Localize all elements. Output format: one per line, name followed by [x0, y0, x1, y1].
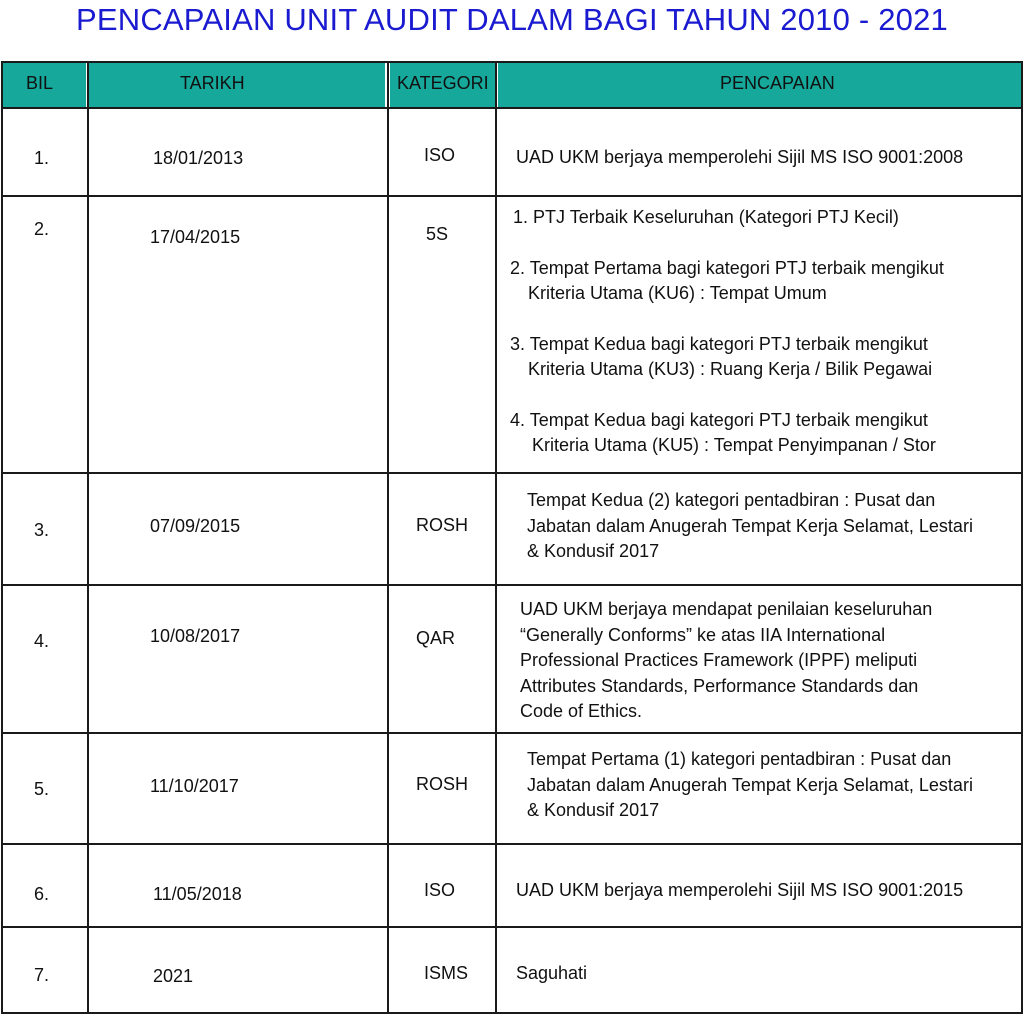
page-title: PENCAPAIAN UNIT AUDIT DALAM BAGI TAHUN 2010 - 2021 — [76, 2, 948, 37]
row-divider — [2, 843, 1022, 845]
pencapaian-line: & Kondusif 2017 — [527, 800, 660, 820]
table-border-top — [2, 61, 1022, 63]
pencapaian-line: “Generally Conforms” ke atas IIA International — [520, 624, 886, 645]
pencapaian-line: Kriteria Utama (KU5) : Tempat Penyimpanan / Stor — [532, 435, 936, 455]
cell-pencapaian — [527, 747, 973, 824]
cell-kategori: ISO — [424, 145, 456, 165]
cell-bil: 4. — [34, 631, 50, 651]
pencapaian-line: 1. PTJ Terbaik Keseluruhan (Kategori PTJ Kecil) — [513, 207, 899, 227]
cell-tarikh: 11/10/2017 — [150, 776, 239, 796]
column-divider — [387, 61, 389, 1014]
cell-tarikh: 2021 — [153, 966, 194, 986]
cell-kategori: ROSH — [416, 774, 469, 794]
row-divider — [2, 732, 1022, 734]
cell-bil: 7. — [34, 965, 50, 985]
cell-pencapaian — [527, 488, 973, 565]
cell-kategori: ISO — [424, 880, 456, 900]
row-divider — [2, 584, 1022, 586]
cell-tarikh: 11/05/2018 — [153, 884, 242, 904]
cell-bil: 6. — [34, 884, 50, 904]
cell-tarikh: 17/04/2015 — [150, 227, 241, 247]
cell-bil: 2. — [34, 219, 50, 239]
cell-pencapaian — [516, 961, 587, 987]
cell-pencapaian — [516, 145, 963, 171]
pencapaian-line: 4. Tempat Kedua bagi kategori PTJ terbaik mengikut — [510, 409, 928, 430]
cell-tarikh: 18/01/2013 — [153, 148, 244, 168]
pencapaian-line: Jabatan dalam Anugerah Tempat Kerja Selamat, Lestari — [527, 515, 973, 536]
header-pencapaian: PENCAPAIAN — [720, 73, 835, 93]
cell-pencapaian — [520, 597, 932, 725]
header-kategori: KATEGORI — [397, 73, 489, 93]
cell-tarikh: 10/08/2017 — [150, 626, 241, 646]
cell-bil: 3. — [34, 520, 50, 540]
row-divider — [2, 472, 1022, 474]
cell-kategori: 5S — [426, 224, 449, 244]
table-border-right — [1021, 61, 1023, 1014]
cell-bil: 1. — [34, 148, 50, 168]
header-bil: BIL — [26, 73, 54, 93]
header-tarikh: TARIKH — [180, 73, 245, 93]
table-border-bottom — [2, 1012, 1022, 1014]
column-divider — [495, 61, 497, 1014]
pencapaian-line: Tempat Kedua (2) kategori pentadbiran : Pusat dan — [527, 490, 936, 510]
cell-kategori: QAR — [416, 628, 456, 648]
table-border-left — [1, 61, 3, 1014]
pencapaian-line: Code of Ethics. — [520, 701, 643, 721]
pencapaian-line: Kriteria Utama (KU6) : Tempat Umum — [528, 283, 827, 303]
cell-tarikh: 07/09/2015 — [150, 516, 241, 536]
cell-pencapaian — [516, 878, 963, 904]
pencapaian-line: Jabatan dalam Anugerah Tempat Kerja Selamat, Lestari — [527, 774, 973, 795]
row-divider — [2, 926, 1022, 928]
pencapaian-line: & Kondusif 2017 — [527, 541, 660, 561]
pencapaian-line: Professional Practices Framework (IPPF) meliputi — [520, 650, 918, 670]
header-divider — [2, 107, 1022, 109]
column-divider — [87, 61, 89, 1014]
cell-kategori: ISMS — [424, 963, 469, 983]
pencapaian-line: UAD UKM berjaya memperolehi Sijil MS ISO 9001:2008 — [516, 147, 964, 167]
cell-kategori: ROSH — [416, 515, 469, 535]
cell-pencapaian — [510, 205, 944, 459]
pencapaian-line: 2. Tempat Pertama bagi kategori PTJ terbaik mengikut — [510, 257, 944, 278]
pencapaian-line: Attributes Standards, Performance Standards dan — [520, 675, 919, 696]
pencapaian-line: UAD UKM berjaya memperolehi Sijil MS ISO 9001:2015 — [516, 880, 964, 900]
pencapaian-line: Saguhati — [516, 963, 588, 983]
pencapaian-line: UAD UKM berjaya mendapat penilaian keseluruhan — [520, 599, 933, 619]
pencapaian-line: Kriteria Utama (KU3) : Ruang Kerja / Bilik Pegawai — [528, 359, 933, 379]
cell-bil: 5. — [34, 779, 50, 799]
pencapaian-line: Tempat Pertama (1) kategori pentadbiran : Pusat dan — [527, 749, 952, 769]
row-divider — [2, 195, 1022, 197]
pencapaian-line: 3. Tempat Kedua bagi kategori PTJ terbaik mengikut — [510, 333, 928, 354]
